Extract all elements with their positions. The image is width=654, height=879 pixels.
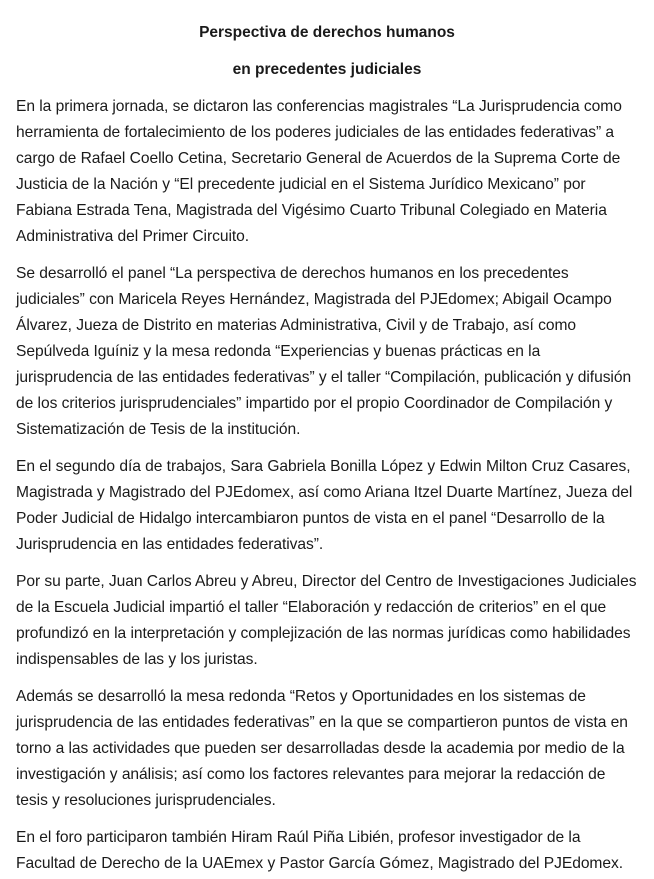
paragraph-mesa-redonda: Además se desarrolló la mesa redonda “Retos y Oportunidades en los sistemas de jurisprudencia de las entidades federativas” en la que se compartieron puntos de vista en torno a las actividades que pueden ser desarrolladas desde la academia por medio de la investigación y análisis; así como los factores relevantes para mejorar la redacción de tesis y resoluciones jurisprudenciales. bbox=[16, 688, 628, 809]
paragraph-segundo-dia: En el segundo día de trabajos, Sara Gabriela Bonilla López y Edwin Milton Cruz Casares, Magistrada y Magistrado del PJEdomex, así como Ariana Itzel Duarte Martínez, Jueza del Poder Judicial de Hidalgo intercambiaron puntos de vista en el panel “Desarrollo de la Jurisprudencia en las entidades federativas”. bbox=[16, 458, 633, 553]
article-title-line-1: Perspectiva de derechos humanos bbox=[199, 24, 455, 41]
paragraph-taller-criterios: Por su parte, Juan Carlos Abreu y Abreu, Director del Centro de Investigaciones Judiciales de la Escuela Judicial impartió el taller “Elaboración y redacción de criterios” en el que profundizó en la interpretación y complejización de las normas jurídicas como habilidades indispensables de las y los juristas. bbox=[16, 573, 637, 668]
paragraph-primera-jornada: En la primera jornada, se dictaron las conferencias magistrales “La Jurisprudencia como herramienta de fortalecimiento de los poderes judiciales de las entidades federativas” a cargo de Rafael Coello Cetina, Secretario General de Acuerdos de la Suprema Corte de Justicia de la Nación y “El precedente judicial en el Sistema Jurídico Mexicano” por Fabiana Estrada Tena, Magistrada del Vigésimo Cuarto Tribunal Colegiado en Materia Administrativa del Primer Circuito. bbox=[16, 98, 622, 245]
paragraph-panel-derechos-humanos: Se desarrolló el panel “La perspectiva de derechos humanos en los precedentes judiciales” con Maricela Reyes Hernández, Magistrada del PJEdomex; Abigail Ocampo Álvarez, Jueza de Distrito en materias Administrativa, Civil y de Trabajo, así como Sepúlveda Iguíniz y la mesa redonda “Experiencias y buenas prácticas en la jurisprudencia de las entidades federativas” y el taller “Compilación, publicación y difusión de los criterios jurisprudenciales” impartido por el propio Coordinador de Compilación y Sistematización de Tesis de la institución. bbox=[16, 265, 632, 438]
paragraph-foro-participantes: En el foro participaron también Hiram Raúl Piña Libién, profesor investigador de la Facultad de Derecho de la UAEmex y Pastor García Gómez, Magistrado del PJEdomex. bbox=[16, 829, 624, 872]
article-title-line-2: en precedentes judiciales bbox=[232, 61, 422, 78]
